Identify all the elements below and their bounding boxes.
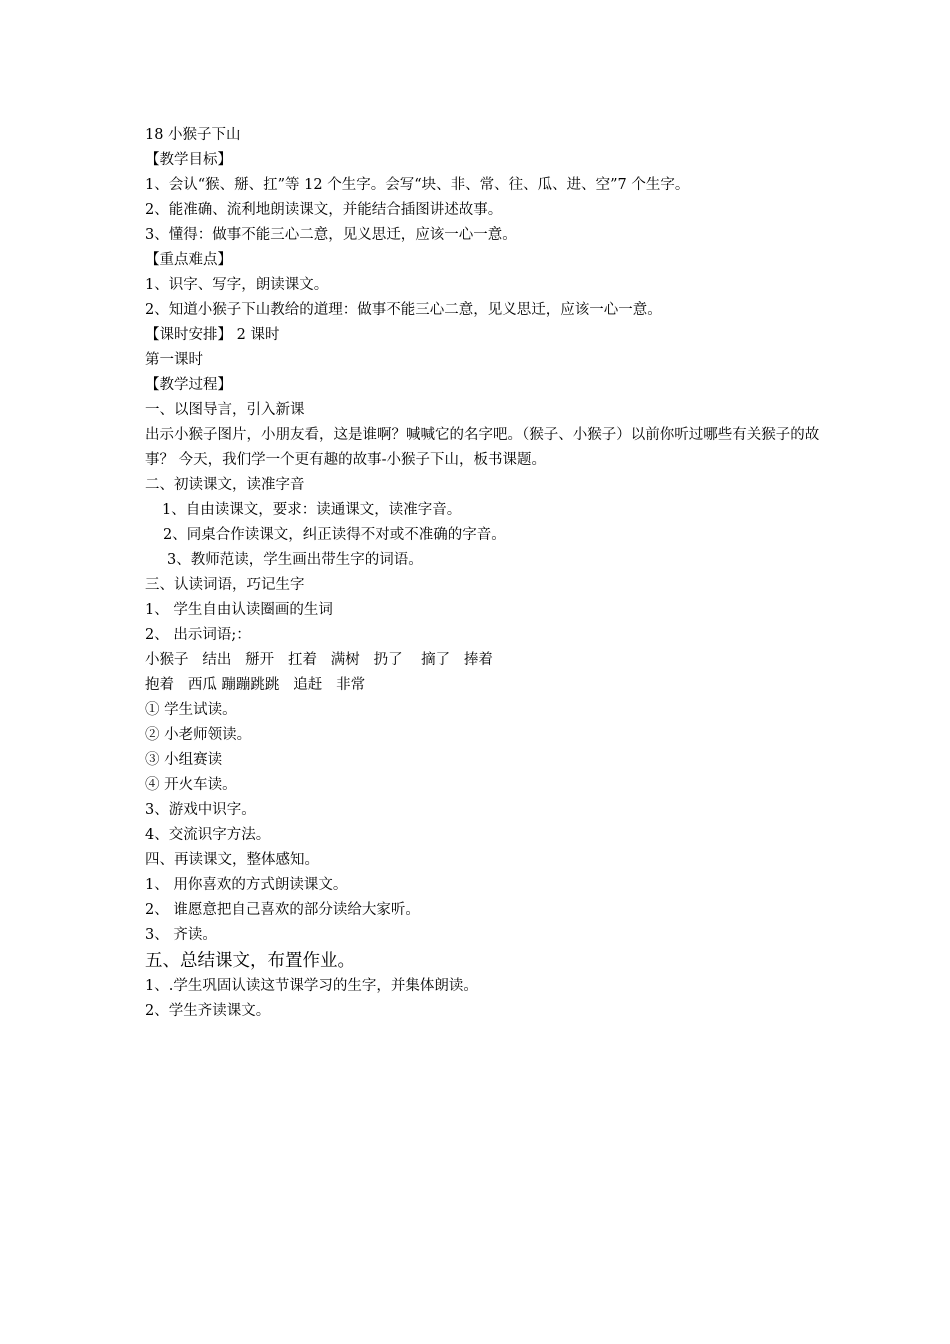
section-heading: 三、认读词语，巧记生字 bbox=[145, 577, 305, 593]
step-item: ④ 开火车读。 bbox=[145, 777, 237, 793]
heading-teaching-process: 【教学过程】 bbox=[145, 377, 232, 393]
step-item: 1、 用你喜欢的方式朗读课文。 bbox=[145, 877, 348, 893]
goal-item: 2、能准确、流利地朗读课文，并能结合插图讲述故事。 bbox=[145, 202, 503, 218]
word-list: 抱着 西瓜 蹦蹦跳跳 追赶 非常 bbox=[145, 677, 366, 693]
goal-item: 3、懂得：做事不能三心二意，见义思迁，应该一心一意。 bbox=[145, 227, 517, 243]
session-label: 第一课时 bbox=[145, 352, 203, 368]
word-list: 小猴子 结出 掰开 扛着 满树 扔了 摘了 捧着 bbox=[145, 652, 493, 668]
heading-key-points: 【重点难点】 bbox=[145, 252, 232, 268]
step-item: ② 小老师领读。 bbox=[145, 727, 252, 743]
step-item: 1、.学生巩固认读这节课学习的生字，并集体朗读。 bbox=[145, 978, 478, 994]
key-point-item: 1、识字、写字，朗读课文。 bbox=[145, 277, 329, 293]
section-heading: 四、再读课文，整体感知。 bbox=[145, 852, 319, 868]
step-item: ③ 小组赛读 bbox=[145, 752, 223, 768]
section-heading: 二、初读课文，读准字音 bbox=[145, 477, 305, 493]
goal-item: 1、会认“猴、掰、扛”等 12 个生字。会写“块、非、常、往、瓜、进、空”7 个生字。 bbox=[145, 177, 690, 193]
heading-teaching-goals: 【教学目标】 bbox=[145, 152, 232, 168]
lesson-title: 18 小猴子下山 bbox=[145, 127, 241, 143]
section-heading: 五、总结课文，布置作业。 bbox=[145, 951, 355, 971]
step-item: 3、 齐读。 bbox=[145, 927, 217, 943]
step-item: 2、 出示词语;： bbox=[145, 627, 251, 643]
section-heading: 一、以图导言，引入新课 bbox=[145, 402, 305, 418]
document-page bbox=[145, 123, 825, 1024]
step-item: 1、自由读课文，要求：读通课文，读准字音。 bbox=[162, 502, 462, 518]
heading-schedule: 【课时安排】 2 课时 bbox=[145, 327, 280, 343]
key-point-item: 2、知道小猴子下山教给的道理：做事不能三心二意，见义思迁，应该一心一意。 bbox=[145, 302, 662, 318]
step-item: 4、交流识字方法。 bbox=[145, 827, 271, 843]
step-item: 3、游戏中识字。 bbox=[145, 802, 256, 818]
step-item: 2、 谁愿意把自己喜欢的部分读给大家听。 bbox=[145, 902, 420, 918]
step-item: 3、教师范读，学生画出带生字的词语。 bbox=[167, 552, 423, 568]
step-item: 1、 学生自由认读圈画的生词 bbox=[145, 602, 333, 618]
step-item: ① 学生试读。 bbox=[145, 702, 237, 718]
step-item: 2、学生齐读课文。 bbox=[145, 1003, 271, 1019]
step-item: 2、同桌合作读课文，纠正读得不对或不准确的字音。 bbox=[163, 527, 506, 543]
paragraph: 出示小猴子图片，小朋友看，这是谁啊？喊喊它的名字吧。（猴子、小猴子）以前你听过哪些有关猴子的故事？ 今天，我们学一个更有趣的故事-小猴子下山，板书课题。 bbox=[145, 427, 820, 468]
